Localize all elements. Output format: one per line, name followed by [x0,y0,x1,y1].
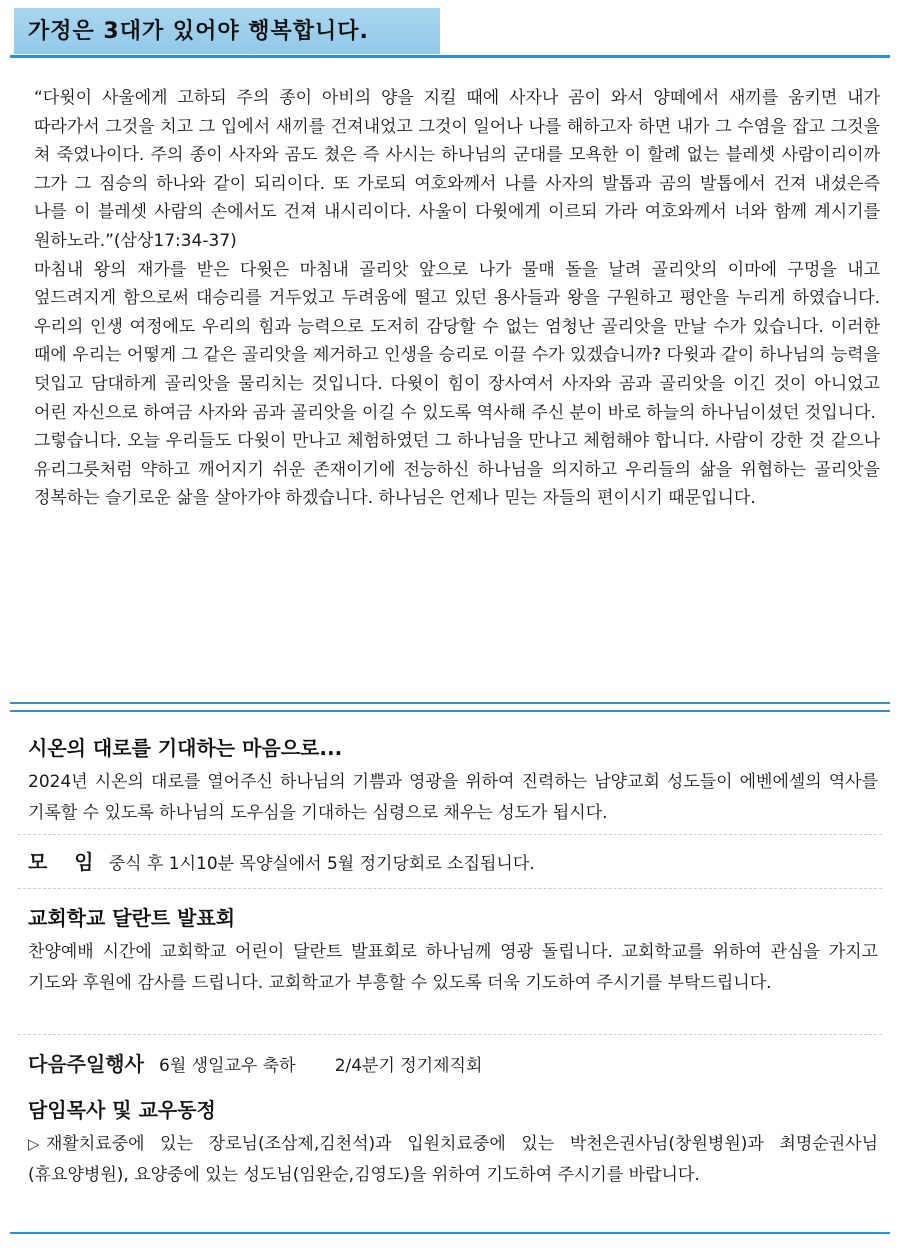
news-pastor-body-wrap [28,1129,878,1191]
header-divider [10,55,890,58]
page-title: 가정은 3대가 있어야 행복합니다. [28,19,369,44]
sermon-paragraph: 그렇습니다. 오늘 우리들도 다윗이 만나고 체험하였던 그 하나님을 만나고 체험해야 합니다. 사람이 강한 것 같으나 유리그릇처럼 약하고 깨어지기 쉬운 존재이기에 전능하신 하나님을 의지하고 우리들의 삶을 위협하는 골리앗을 정복하는 슬기로운 삶을 살아가야 하겠습니다. 하나님은 언제나 믿는 자들의 편이시기 때문입니다. [34,431,880,509]
news-next-week-item: 2/4분기 정기제직회 [334,1056,483,1076]
news-talent-body: 찬양예배 시간에 교회학교 어린이 달란트 발표회로 하나님께 영광 돌립니다. 교회학교를 위하여 관심을 가지고 기도와 후원에 감사를 드립니다. 교회학교가 부흥할 수 있도록 더욱 기도하여 주시기를 부탁드립니다. [28,942,878,993]
news-talent [28,902,878,999]
news-zion [28,732,878,829]
sermon-paragraph: 마침내 왕의 재가를 받은 다윗은 마침내 골리앗 앞으로 나가 물매 돌을 날려 골리앗의 이마에 구멍을 내고 엎드려지게 함으로써 대승리를 거두었고 두려움에 떨고 있던 용사들과 왕을 구원하고 평안을 누리게 하였습니다. 우리의 인생 여정에도 우리의 힘과 능력으로 도저히 감당할 수 없는 엄청난 골리앗을 만날 수가 있습니다. 이러한 때에 우리는 어떻게 그 같은 골리앗을 제거하고 인생을 승리로 이끌 수가 있겠습니까? 다윗과 같이 하나님의 능력을 덧입고 담대하게 골리앗을 물리치는 것입니다. 다윗이 힘이 장사여서 사자와 곰과 골리앗을 이긴 것이 아니었고 어린 자신으로 하여금 사자와 곰과 골리앗을 이길 수 있도록 역사해 주신 분이 바로 하늘의 하나님이셨던 것입니다. [34,259,880,423]
news-meeting-title: 모 임 [28,850,94,874]
triangle-bullet-icon: ▷ [28,1135,40,1153]
news-talent-title: 교회학교 달란트 발표회 [28,906,236,930]
news-separator [18,888,882,889]
section-divider [10,702,890,712]
news-next-week [28,1048,878,1077]
bottom-divider [10,1232,890,1234]
news-meeting [28,846,878,875]
news-next-week-title: 다음주일행사 [28,1052,144,1076]
news-separator [18,1034,882,1035]
news-meeting-body: 중식 후 1시10분 목양실에서 5월 정기당회로 소집됩니다. [108,854,535,874]
news-pastor [28,1094,878,1191]
news-zion-title: 시온의 대로를 기대하는 마음으로... [28,736,343,760]
news-next-week-item: 6월 생일교우 축하 [159,1056,296,1076]
sermon-paragraph: “다윗이 사울에게 고하되 주의 종이 아비의 양을 지킬 때에 사자나 곰이 와서 양떼에서 새끼를 움키면 내가 따라가서 그것을 치고 그 입에서 새끼를 건져내었고 그것이 일어나 나를 해하고자 하면 내가 그 수염을 잡고 그것을 쳐 죽였나이다. 주의 종이 사자와 곰도 쳤은 즉 사시는 하나님의 군대를 모욕한 이 할례 없는 블레셋 사람이리이까 그가 그 짐승의 하나와 같이 되리이다. 또 가로되 여호와께서 나를 사자의 발톱과 곰의 발톱에서 건져 내셨은즉 나를 이 블레셋 사람의 손에서도 건져 내시리이다. 사울이 다윗에게 이르되 가라 여호와께서 너와 함께 계시기를 원하노라.”(삼상17:34-37) [34,88,880,251]
sermon-body [34,84,880,513]
news-pastor-title: 담임목사 및 교우동정 [28,1098,216,1122]
news-zion-body: 2024년 시온의 대로를 열어주신 하나님의 기쁨과 영광을 위하여 진력하는 남양교회 성도들이 에벤에셀의 역사를 기록할 수 있도록 하나님의 도우심을 기대하는 심령으로 채우는 성도가 됩시다. [28,772,878,823]
news-pastor-body: 재활치료중에 있는 장로님(조삼제,김천석)과 입원치료중에 있는 박천은권사님(창원병원)과 최명순권사님(휴요양병원), 요양중에 있는 성도님(임완순,김영도)을 위하여 기도하여 주시기를 바랍니다. [28,1134,878,1185]
news-separator [18,834,882,835]
